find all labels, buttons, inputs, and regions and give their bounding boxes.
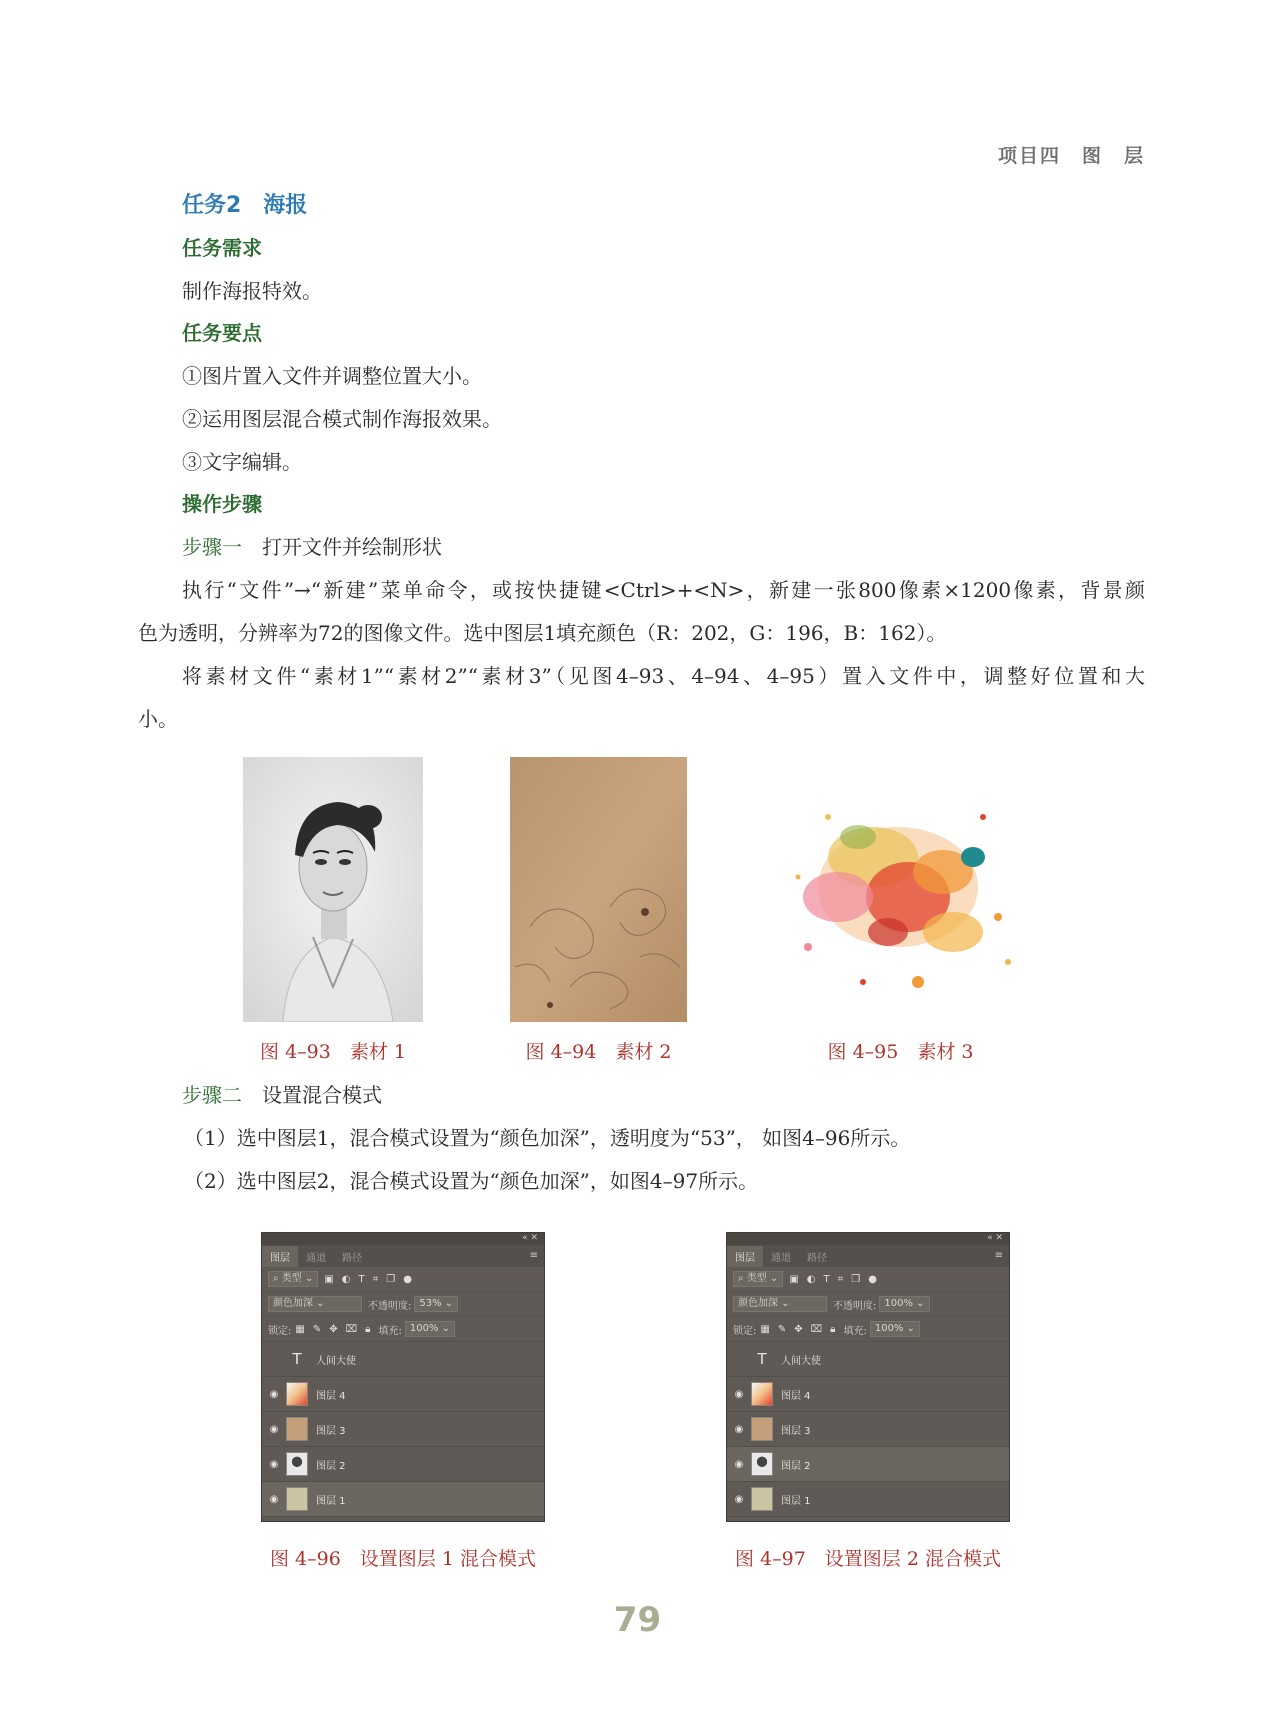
lock-position-icon[interactable]: ✥ xyxy=(794,1323,803,1335)
blend-row xyxy=(262,1292,544,1317)
page-number: 79 xyxy=(613,1600,662,1640)
layer-row[interactable] xyxy=(727,1342,1009,1377)
demand-heading: 任务需求 xyxy=(182,236,262,260)
eye-icon[interactable]: ◉ xyxy=(734,1423,744,1435)
figure-4-94-image xyxy=(510,757,687,1022)
layer-thumbnail xyxy=(286,1487,308,1511)
tab-channels[interactable]: 通道 xyxy=(306,1253,326,1264)
filter-shape-icon[interactable]: ⌗ xyxy=(372,1273,379,1285)
layer-thumbnail xyxy=(286,1452,308,1476)
filter-toggle-icon[interactable]: ● xyxy=(868,1273,877,1285)
fill-field[interactable]: 100% ⌄ xyxy=(405,1321,455,1337)
points-heading: 任务要点 xyxy=(182,321,262,345)
blend-row xyxy=(727,1292,1009,1317)
layer-thumbnail xyxy=(751,1487,773,1511)
filter-type-icon[interactable]: T xyxy=(823,1273,830,1285)
figure-4-97-caption: 图 4–97 设置图层 2 混合模式 xyxy=(735,1548,1001,1570)
collapse-close-icon[interactable]: « ✕ xyxy=(987,1233,1003,1243)
layer-row-selected[interactable] xyxy=(727,1447,1009,1482)
lock-label: 锁定: xyxy=(733,1325,757,1337)
filter-adjustment-icon[interactable]: ◐ xyxy=(341,1273,351,1285)
eye-icon[interactable]: ◉ xyxy=(269,1493,279,1505)
opacity-field[interactable]: 53% ⌄ xyxy=(414,1296,458,1312)
step2-title: 设置混合模式 xyxy=(262,1083,382,1107)
layer-name: 图层 3 xyxy=(316,1425,346,1437)
figure-4-96-caption: 图 4–96 设置图层 1 混合模式 xyxy=(270,1548,536,1570)
lock-all-icon[interactable]: 🔒︎ xyxy=(830,1323,836,1335)
layer-row[interactable] xyxy=(262,1342,544,1377)
eye-icon[interactable]: ◉ xyxy=(269,1423,279,1435)
step2-label: 步骤二 xyxy=(182,1083,242,1107)
figure-4-94-caption: 图 4–94 素材 2 xyxy=(525,1041,672,1063)
lock-all-icon[interactable]: 🔒︎ xyxy=(365,1323,371,1335)
eye-icon[interactable]: ◉ xyxy=(269,1388,279,1400)
layer-name: 图层 2 xyxy=(781,1460,811,1472)
layer-row-selected[interactable] xyxy=(262,1482,544,1517)
tab-layers[interactable]: 图层 xyxy=(727,1246,763,1267)
panel-tabs xyxy=(262,1245,544,1267)
point-3: ③文字编辑。 xyxy=(182,450,302,474)
fill-field[interactable]: 100% ⌄ xyxy=(870,1321,920,1337)
eye-icon[interactable]: ◉ xyxy=(269,1458,279,1470)
panel-menu-icon[interactable]: ≡ xyxy=(994,1250,1003,1261)
figure-4-93-caption: 图 4–93 素材 1 xyxy=(260,1041,406,1063)
layer-name: 图层 1 xyxy=(781,1495,811,1507)
layer-name: 图层 2 xyxy=(316,1460,346,1472)
filter-toggle-icon[interactable]: ● xyxy=(403,1273,412,1285)
tab-channels[interactable]: 通道 xyxy=(771,1253,791,1264)
figure-4-93-image xyxy=(243,757,423,1022)
step2-item-1: （1）选中图层1，混合模式设置为“颜色加深”，透明度为“53”， 如图4–96所示。 xyxy=(184,1126,911,1150)
filter-shape-icon[interactable]: ⌗ xyxy=(837,1273,844,1285)
filter-row xyxy=(727,1267,1009,1292)
layer-thumbnail xyxy=(751,1382,773,1406)
collapse-close-icon[interactable]: « ✕ xyxy=(522,1233,538,1243)
lock-label: 锁定: xyxy=(268,1325,292,1337)
task-title: 任务2 海报 xyxy=(182,193,308,218)
filter-pixel-icon[interactable]: ▣ xyxy=(789,1273,799,1285)
filter-pixel-icon[interactable]: ▣ xyxy=(324,1273,334,1285)
layer-row[interactable] xyxy=(727,1482,1009,1517)
lock-artboard-icon[interactable]: ⌧ xyxy=(345,1323,358,1335)
blend-mode-select[interactable]: 颜色加深 ⌄ xyxy=(733,1296,827,1312)
layer-name: 图层 3 xyxy=(781,1425,811,1437)
search-icon: ⌕ xyxy=(273,1273,282,1284)
lock-transparent-icon[interactable]: ▦ xyxy=(760,1323,770,1335)
panel-topbar xyxy=(262,1233,544,1245)
opacity-label: 不透明度: xyxy=(833,1300,877,1312)
blend-mode-select[interactable]: 颜色加深 ⌄ xyxy=(268,1296,362,1312)
panel-menu-icon[interactable]: ≡ xyxy=(529,1250,538,1261)
figure-4-95-caption: 图 4–95 素材 3 xyxy=(827,1041,974,1063)
kraft-paper-texture-icon xyxy=(510,757,687,1022)
eye-icon[interactable]: ◉ xyxy=(734,1458,744,1470)
step1-heading xyxy=(182,533,442,561)
step1-para2-line2: 小。 xyxy=(138,707,178,731)
filter-adjustment-icon[interactable]: ◐ xyxy=(806,1273,816,1285)
chapter-header: 项目四 图 层 xyxy=(997,145,1145,167)
lock-row xyxy=(727,1317,1009,1342)
layer-thumbnail xyxy=(751,1452,773,1476)
portrait-photo-icon xyxy=(243,757,423,1022)
opacity-field[interactable]: 100% ⌄ xyxy=(879,1296,929,1312)
layer-name: 人间大使 xyxy=(316,1355,356,1367)
watercolor-splash-icon xyxy=(768,757,1033,1022)
step1-title: 打开文件并绘制形状 xyxy=(262,535,442,559)
step1-para1-line2: 色为透明，分辨率为72的图像文件。选中图层1填充颜色（R：202，G：196，B：162）。 xyxy=(138,621,947,645)
filter-kind-select[interactable]: ⌕ 类型 ⌄ xyxy=(268,1271,318,1287)
layer-thumbnail xyxy=(286,1382,308,1406)
layers-panel-4-97 xyxy=(726,1232,1010,1522)
layer-row[interactable] xyxy=(262,1412,544,1447)
search-icon: ⌕ xyxy=(738,1273,747,1284)
lock-artboard-icon[interactable]: ⌧ xyxy=(810,1323,823,1335)
fill-label: 填充: xyxy=(843,1325,867,1337)
lock-image-icon[interactable]: ✎ xyxy=(312,1323,322,1335)
panel-topbar xyxy=(727,1233,1009,1245)
point-1: ①图片置入文件并调整位置大小。 xyxy=(182,364,482,388)
lock-transparent-icon[interactable]: ▦ xyxy=(295,1323,305,1335)
filter-smart-icon[interactable]: ❐ xyxy=(386,1273,396,1285)
lock-position-icon[interactable]: ✥ xyxy=(329,1323,338,1335)
layer-name: 图层 1 xyxy=(316,1495,346,1507)
eye-icon[interactable]: ◉ xyxy=(734,1388,744,1400)
layer-row[interactable] xyxy=(262,1447,544,1482)
layer-name: 图层 4 xyxy=(781,1390,811,1402)
tab-paths[interactable]: 路径 xyxy=(342,1253,362,1264)
step1-para1-line1: 执行“文件”→“新建”菜单命令，或按快捷键<Ctrl>+<N>，新建一张800像素×1200像素，背景颜 xyxy=(182,578,1145,602)
filter-smart-icon[interactable]: ❐ xyxy=(851,1273,861,1285)
step1-label: 步骤一 xyxy=(182,535,242,559)
step2-item-2: （2）选中图层2，混合模式设置为“颜色加深”，如图4–97所示。 xyxy=(184,1169,759,1193)
lock-row xyxy=(262,1317,544,1342)
steps-heading: 操作步骤 xyxy=(182,492,262,516)
fill-label: 填充: xyxy=(378,1325,402,1337)
point-2: ②运用图层混合模式制作海报效果。 xyxy=(182,407,502,431)
layer-thumbnail xyxy=(286,1417,308,1441)
layer-row[interactable] xyxy=(262,1377,544,1412)
filter-row xyxy=(262,1267,544,1292)
text-layer-icon: T xyxy=(757,1350,767,1368)
step1-para2-line1: 将素材文件“素材1”“素材2”“素材3”（见图4–93、4–94、4–95）置入文件中，调整好位置和大 xyxy=(182,664,1145,688)
layer-name: 图层 4 xyxy=(316,1390,346,1402)
layer-row[interactable] xyxy=(727,1412,1009,1447)
layer-row[interactable] xyxy=(727,1377,1009,1412)
layers-panel-4-96 xyxy=(261,1232,545,1522)
opacity-label: 不透明度: xyxy=(368,1300,412,1312)
panel-tabs xyxy=(727,1245,1009,1267)
layer-name: 人间大使 xyxy=(781,1355,821,1367)
filter-type-icon[interactable]: T xyxy=(358,1273,365,1285)
filter-kind-select[interactable]: ⌕ 类型 ⌄ xyxy=(733,1271,783,1287)
figure-4-95-image xyxy=(768,757,1033,1022)
tab-layers[interactable]: 图层 xyxy=(262,1246,298,1267)
demand-text: 制作海报特效。 xyxy=(182,279,322,303)
text-layer-icon: T xyxy=(292,1350,302,1368)
layer-thumbnail xyxy=(751,1417,773,1441)
eye-icon[interactable]: ◉ xyxy=(734,1493,744,1505)
lock-image-icon[interactable]: ✎ xyxy=(777,1323,787,1335)
tab-paths[interactable]: 路径 xyxy=(807,1253,827,1264)
step2-heading xyxy=(182,1081,382,1109)
